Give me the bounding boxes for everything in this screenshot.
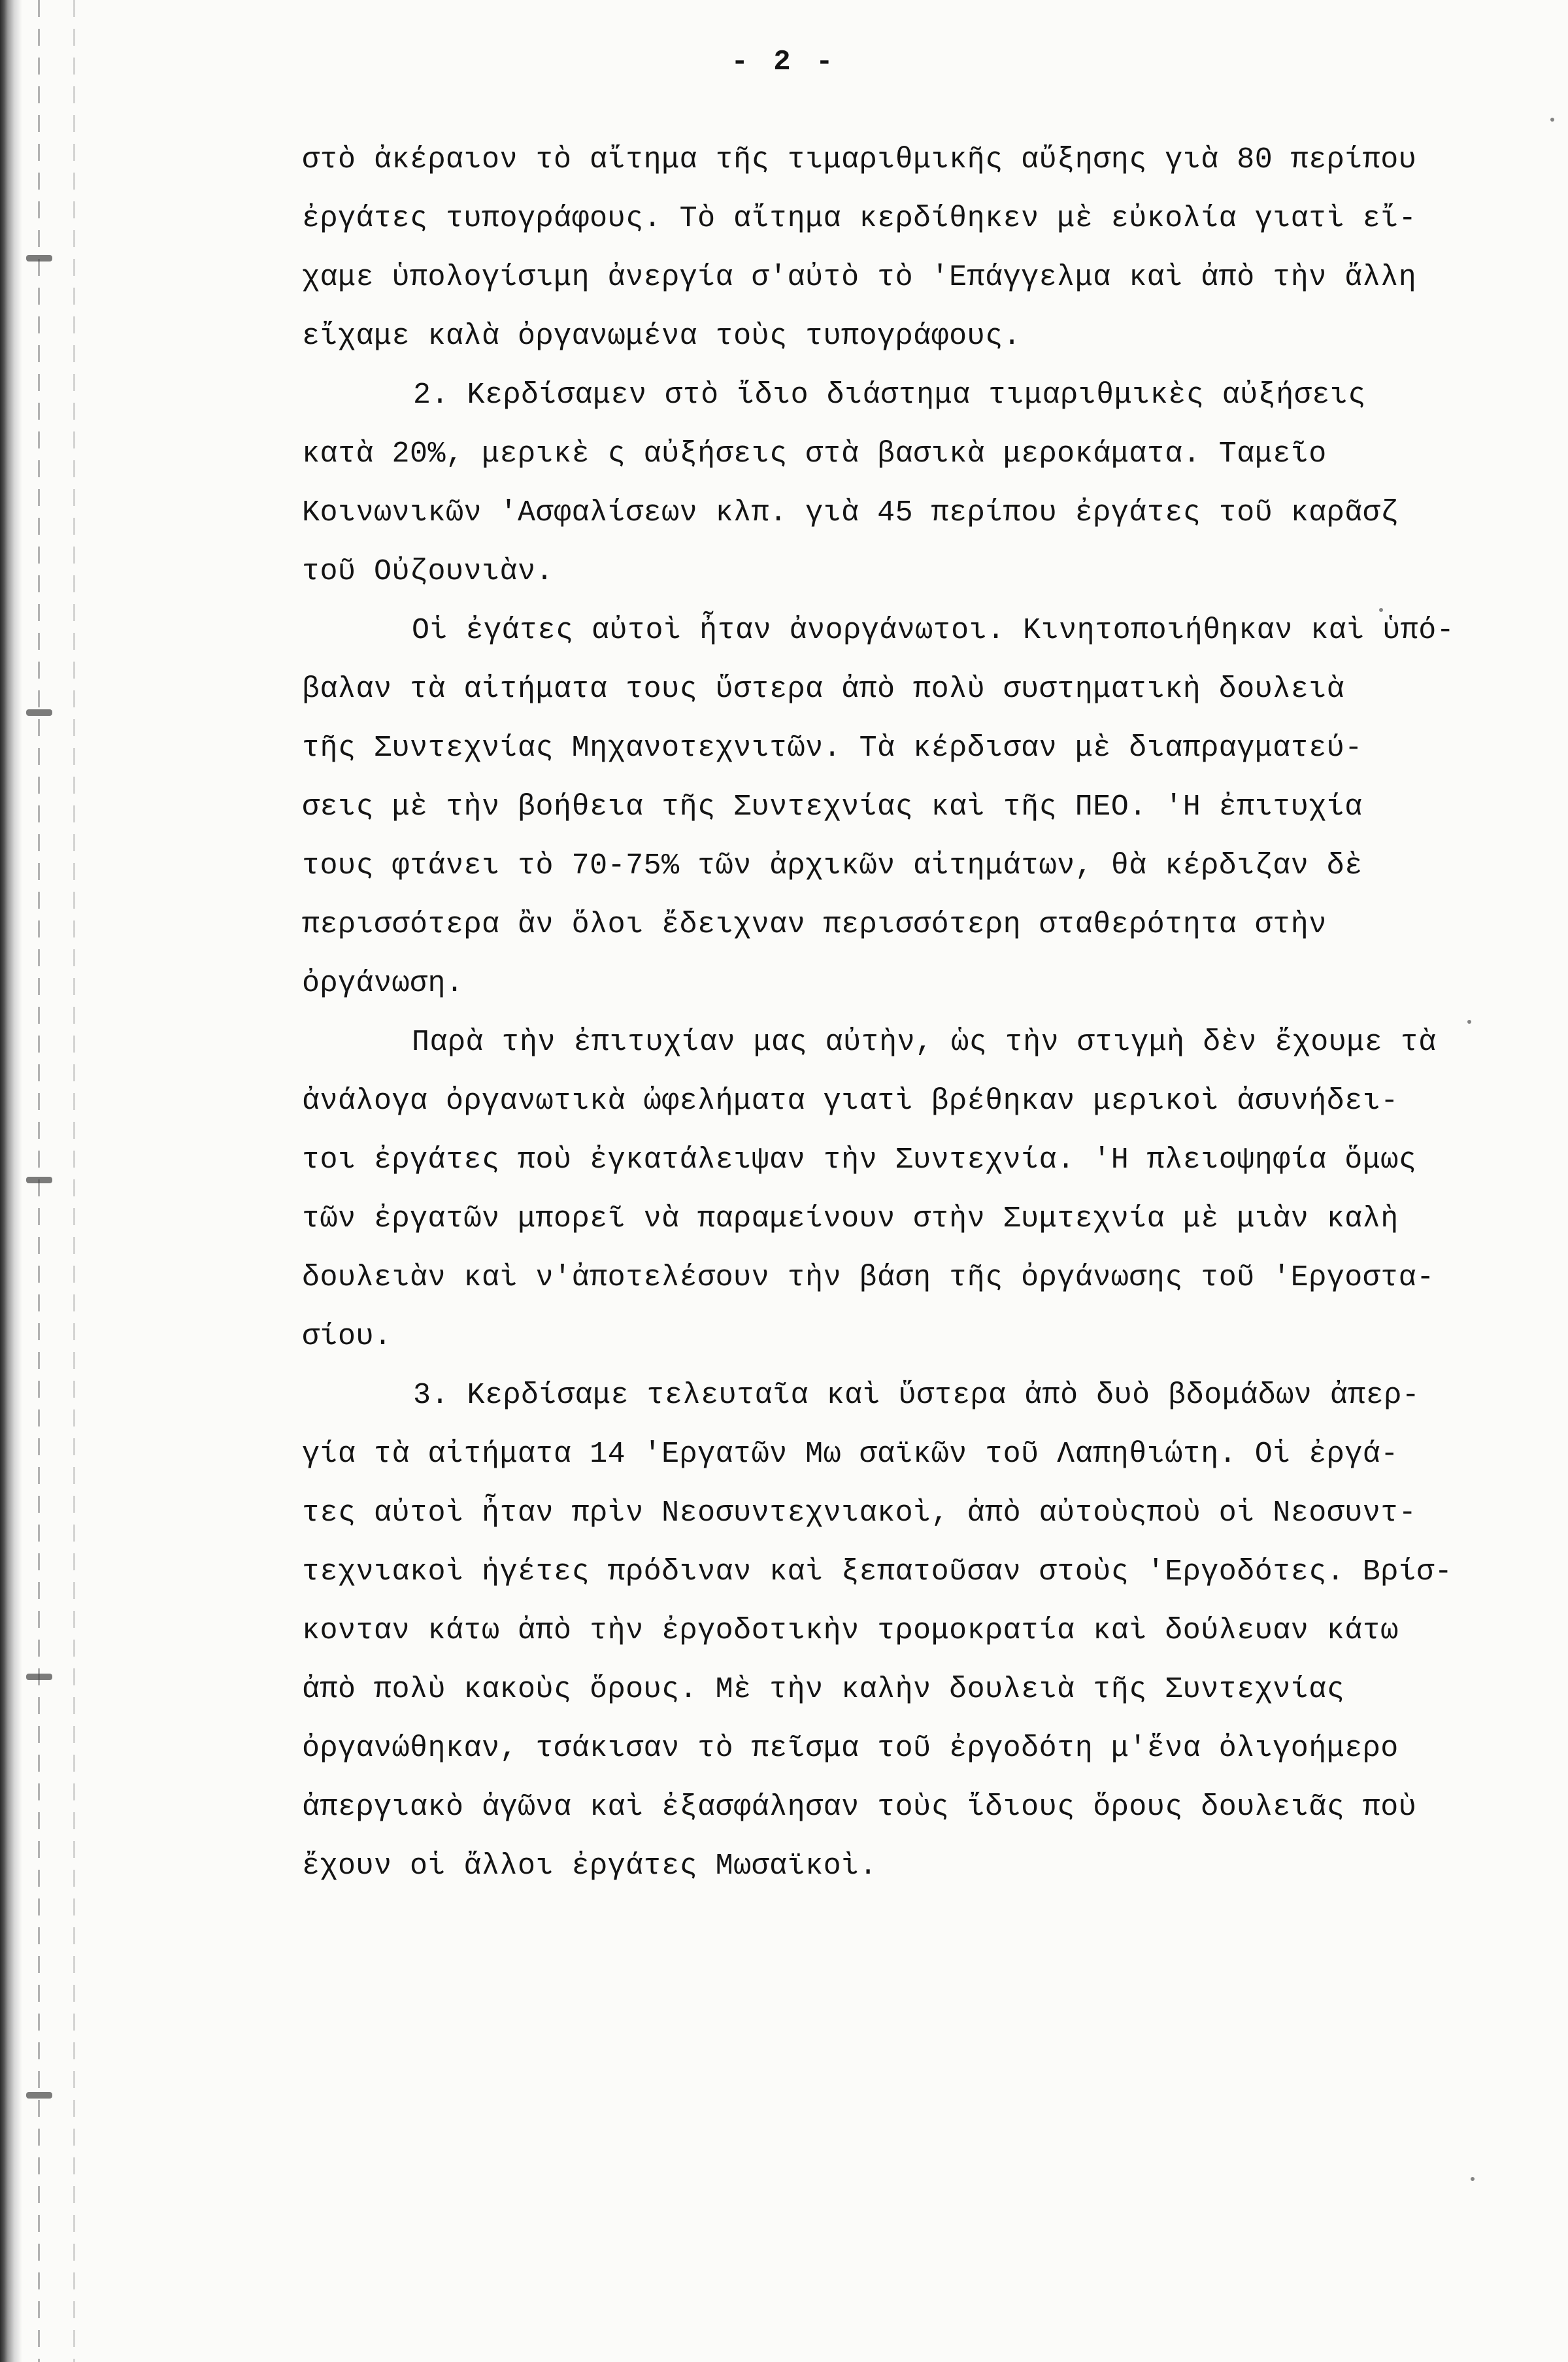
text-line: ἀπὸ πολὺ κακοὺς ὅρους. Μὲ τὴν καλὴν δουλειὰ τῆς Συντεχνίας bbox=[302, 1673, 1345, 1706]
paragraph-item-3 bbox=[302, 1366, 1531, 1896]
text-line: σίου. bbox=[302, 1320, 392, 1353]
text-line: τες αὐτοὶ ἦταν πρὶν Νεοσυντεχνιακοὶ, ἀπὸ αὐτοὺςποὺ οἱ Νεοσυντ- bbox=[302, 1496, 1417, 1530]
text-line: γία τὰ αἰτήματα 14 'Εργατῶν Μω σαϊκῶν τοῦ Λαπηθιώτη. Οἱ ἐργά- bbox=[302, 1438, 1399, 1471]
text-line: ὀργάνωση. bbox=[302, 967, 464, 1000]
text-line: Οἱ ἐγάτες αὐτοὶ ἦταν ἀνοργάνωτοι. Κινητοποιήθηκαν καὶ ὑπό- bbox=[412, 614, 1455, 647]
paragraph-item-2 bbox=[302, 366, 1531, 601]
text-line: 3. Κερδίσαμε τελευταῖα καὶ ὕστερα ἀπὸ δυὸ βδομάδων ἀπερ- bbox=[413, 1379, 1420, 1412]
paragraph bbox=[302, 131, 1531, 366]
scan-binding-edge bbox=[0, 0, 22, 2362]
scan-speck bbox=[1471, 2177, 1475, 2181]
typewritten-body bbox=[302, 131, 1531, 1896]
scan-speck bbox=[1550, 118, 1554, 122]
text-line: ἀνάλογα ὀργανωτικὰ ὠφελήματα γιατὶ βρέθηκαν μερικοὶ ἀσυνήδει- bbox=[302, 1085, 1399, 1118]
text-line: περισσότερα ἂν ὅλοι ἔδειχναν περισσότερη σταθερότητα στὴν bbox=[302, 908, 1327, 941]
page-number: - 2 - bbox=[731, 46, 837, 78]
text-line: ὀργανώθηκαν, τσάκισαν τὸ πεῖσμα τοῦ ἐργοδότη μ'ἕνα ὀλιγοήμερο bbox=[302, 1732, 1399, 1765]
paragraph bbox=[302, 1013, 1531, 1366]
text-line: ἔχουν οἱ ἄλλοι ἐργάτες Μωσαϊκοὶ. bbox=[302, 1849, 878, 1883]
text-line: ἀπεργιακὸ ἀγῶνα καὶ ἐξασφάλησαν τοὺς ἴδιους ὅρους δουλειᾶς ποὺ bbox=[302, 1791, 1417, 1824]
paragraph bbox=[302, 601, 1531, 1013]
text-line: Κοινωνικῶν 'Ασφαλίσεων κλπ. γιὰ 45 περίπου ἐργάτες τοῦ καρᾶσζ bbox=[302, 496, 1399, 530]
text-line: σεις μὲ τὴν βοήθεια τῆς Συντεχνίας καὶ τῆς ΠΕΟ. 'Η ἐπιτυχία bbox=[302, 790, 1363, 824]
binding-hole-mark bbox=[26, 1674, 52, 1680]
text-line: τοι ἐργάτες ποὺ ἐγκατάλειψαν τὴν Συντεχνία. 'Η πλειοψηφία ὅμως bbox=[302, 1143, 1417, 1177]
text-line: εἴχαμε καλὰ ὀργανωμένα τοὺς τυπογράφους. bbox=[302, 320, 1022, 353]
text-line: χαμε ὑπολογίσιμη ἀνεργία σ'αὐτὸ τὸ 'Επάγγελμα καὶ ἀπὸ τὴν ἄλλη bbox=[302, 261, 1417, 294]
text-line: τεχνιακοὶ ἡγέτες πρόδιναν καὶ ξεπατοῦσαν στοὺς 'Εργοδότες. Βρίσ- bbox=[302, 1555, 1453, 1589]
text-line: βαλαν τὰ αἰτήματα τους ὕστερα ἀπὸ πολὺ συστηματικὴ δουλειὰ bbox=[302, 673, 1345, 706]
text-line: κονταν κάτω ἀπὸ τὴν ἐργοδοτικὴν τρομοκρατία καὶ δούλευαν κάτω bbox=[302, 1614, 1399, 1647]
text-line: 2. Κερδίσαμεν στὸ ἴδιο διάστημα τιμαριθμικὲς αὐξήσεις bbox=[413, 379, 1366, 412]
text-line: τῶν ἐργατῶν μπορεῖ νὰ παραμείνουν στὴν Συμτεχνία μὲ μιὰν καλὴ bbox=[302, 1202, 1399, 1236]
text-line: τους φτάνει τὸ 70-75% τῶν ἀρχικῶν αἰτημάτων, θὰ κέρδιζαν δὲ bbox=[302, 849, 1363, 883]
text-line: στὸ ἀκέραιον τὸ αἴτημα τῆς τιμαριθμικῆς αὔξησης γιὰ 80 περίπου bbox=[302, 143, 1417, 177]
binding-hole-mark bbox=[26, 255, 52, 262]
binding-hole-mark bbox=[26, 1177, 52, 1183]
binding-hole-mark bbox=[26, 2092, 52, 2099]
scan-binding-line bbox=[73, 0, 75, 2362]
text-line: τοῦ Οὐζουνιὰν. bbox=[302, 555, 554, 588]
text-line: κατὰ 20%, μερικὲ ς αὐξήσεις στὰ βασικὰ μεροκάματα. Ταμεῖο bbox=[302, 437, 1327, 471]
binding-hole-mark bbox=[26, 709, 52, 716]
text-line: δουλειὰν καὶ ν'ἀποτελέσουν τὴν βάση τῆς ὀργάνωσης τοῦ 'Εργοστα- bbox=[302, 1261, 1435, 1294]
text-line: Παρὰ τὴν ἐπιτυχίαν μας αὐτὴν, ὡς τὴν στιγμὴ δὲν ἔχουμε τὰ bbox=[412, 1026, 1437, 1059]
text-line: ἐργάτες τυπογράφους. Τὸ αἴτημα κερδίθηκεν μὲ εὐκολία γιατὶ εἴ- bbox=[302, 202, 1417, 235]
text-line: τῆς Συντεχνίας Μηχανοτεχνιτῶν. Τὰ κέρδισαν μὲ διαπραγματεύ- bbox=[302, 732, 1363, 765]
